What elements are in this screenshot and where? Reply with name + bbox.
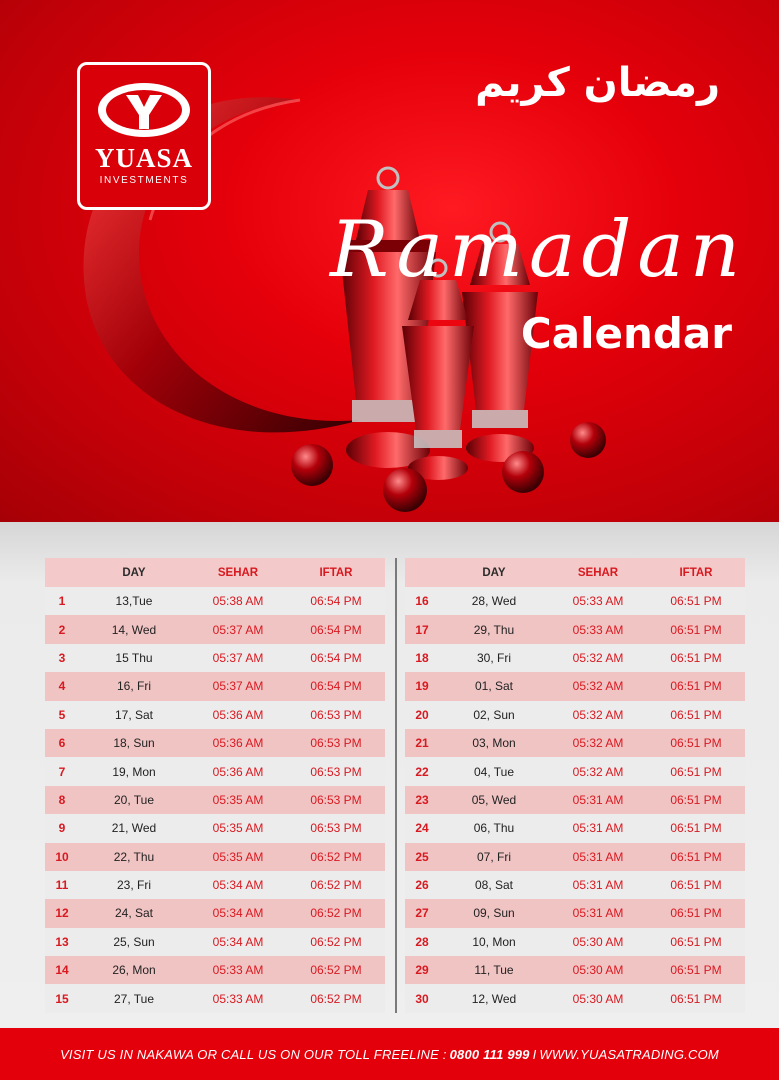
row-sehar: 05:31 AM	[549, 786, 647, 814]
row-number: 10	[45, 843, 79, 871]
row-number: 27	[405, 899, 439, 927]
row-iftar: 06:54 PM	[287, 587, 385, 615]
row-iftar: 06:53 PM	[287, 729, 385, 757]
row-day: 05, Wed	[439, 786, 549, 814]
row-sehar: 05:34 AM	[189, 928, 287, 956]
row-number: 22	[405, 757, 439, 785]
table-row	[45, 928, 385, 956]
row-iftar: 06:53 PM	[287, 701, 385, 729]
row-sehar: 05:32 AM	[549, 644, 647, 672]
row-iftar: 06:52 PM	[287, 871, 385, 899]
table-header-row	[45, 558, 385, 587]
row-sehar: 05:37 AM	[189, 615, 287, 643]
row-iftar: 06:51 PM	[647, 956, 745, 984]
row-sehar: 05:35 AM	[189, 814, 287, 842]
calendar-table-left	[45, 558, 385, 1013]
row-sehar: 05:36 AM	[189, 729, 287, 757]
row-sehar: 05:32 AM	[549, 729, 647, 757]
row-sehar: 05:32 AM	[549, 757, 647, 785]
row-day: 16, Fri	[79, 672, 189, 700]
row-day: 19, Mon	[79, 757, 189, 785]
table-row	[405, 899, 745, 927]
orb-icon	[383, 468, 427, 512]
table-row	[45, 984, 385, 1012]
row-number: 28	[405, 928, 439, 956]
orb-icon	[570, 422, 606, 458]
table-row	[405, 615, 745, 643]
row-sehar: 05:37 AM	[189, 672, 287, 700]
header-day: DAY	[439, 558, 549, 587]
footer-separator: I	[532, 1046, 537, 1062]
table-header-row	[405, 558, 745, 587]
row-iftar: 06:52 PM	[287, 984, 385, 1012]
row-number: 15	[45, 984, 79, 1012]
footer-bar	[0, 1028, 779, 1080]
row-day: 17, Sat	[79, 701, 189, 729]
row-day: 15 Thu	[79, 644, 189, 672]
row-sehar: 05:33 AM	[549, 587, 647, 615]
row-iftar: 06:52 PM	[287, 956, 385, 984]
table-row	[405, 757, 745, 785]
row-sehar: 05:33 AM	[189, 984, 287, 1012]
row-sehar: 05:31 AM	[549, 843, 647, 871]
row-iftar: 06:53 PM	[287, 786, 385, 814]
row-iftar: 06:54 PM	[287, 615, 385, 643]
row-iftar: 06:51 PM	[647, 984, 745, 1012]
row-day: 02, Sun	[439, 701, 549, 729]
row-number: 25	[405, 843, 439, 871]
row-iftar: 06:53 PM	[287, 757, 385, 785]
table-row	[45, 956, 385, 984]
footer-website[interactable]: WWW.YUASATRADING.COM	[539, 1046, 719, 1062]
row-iftar: 06:51 PM	[647, 672, 745, 700]
row-number: 30	[405, 984, 439, 1012]
row-day: 30, Fri	[439, 644, 549, 672]
row-iftar: 06:51 PM	[647, 587, 745, 615]
table-row	[45, 587, 385, 615]
row-day: 01, Sat	[439, 672, 549, 700]
header-num	[45, 558, 79, 587]
row-iftar: 06:51 PM	[647, 786, 745, 814]
row-sehar: 05:30 AM	[549, 956, 647, 984]
row-sehar: 05:36 AM	[189, 701, 287, 729]
row-day: 23, Fri	[79, 871, 189, 899]
row-iftar: 06:54 PM	[287, 672, 385, 700]
row-number: 14	[45, 956, 79, 984]
calendar-title: Calendar	[520, 309, 732, 358]
table-row	[45, 757, 385, 785]
table-row	[45, 871, 385, 899]
row-sehar: 05:31 AM	[549, 899, 647, 927]
row-number: 16	[405, 587, 439, 615]
row-number: 26	[405, 871, 439, 899]
table-row	[405, 587, 745, 615]
row-day: 08, Sat	[439, 871, 549, 899]
row-sehar: 05:36 AM	[189, 757, 287, 785]
row-number: 18	[405, 644, 439, 672]
row-iftar: 06:51 PM	[647, 757, 745, 785]
row-day: 13,Tue	[79, 587, 189, 615]
header-num	[405, 558, 439, 587]
table-row	[405, 814, 745, 842]
row-sehar: 05:35 AM	[189, 786, 287, 814]
row-day: 28, Wed	[439, 587, 549, 615]
row-sehar: 05:30 AM	[549, 984, 647, 1012]
table-row	[45, 786, 385, 814]
table-row	[45, 729, 385, 757]
brand-subtitle: INVESTMENTS	[99, 175, 189, 186]
row-number: 24	[405, 814, 439, 842]
script-title: Ramadan	[330, 205, 747, 295]
row-sehar: 05:34 AM	[189, 899, 287, 927]
header-sehar: SEHAR	[189, 558, 287, 587]
hero-banner	[0, 0, 779, 522]
row-number: 19	[405, 672, 439, 700]
row-sehar: 05:31 AM	[549, 814, 647, 842]
row-number: 12	[45, 899, 79, 927]
row-day: 14, Wed	[79, 615, 189, 643]
row-iftar: 06:51 PM	[647, 928, 745, 956]
row-day: 03, Mon	[439, 729, 549, 757]
table-row	[405, 984, 745, 1012]
table-row	[45, 701, 385, 729]
table-row	[405, 672, 745, 700]
row-iftar: 06:51 PM	[647, 843, 745, 871]
yuasa-y-emblem-icon	[96, 81, 192, 139]
row-sehar: 05:38 AM	[189, 587, 287, 615]
row-iftar: 06:51 PM	[647, 644, 745, 672]
row-number: 8	[45, 786, 79, 814]
row-iftar: 06:52 PM	[287, 928, 385, 956]
row-day: 25, Sun	[79, 928, 189, 956]
row-number: 11	[45, 871, 79, 899]
table-row	[45, 814, 385, 842]
row-number: 5	[45, 701, 79, 729]
table-row	[405, 956, 745, 984]
row-sehar: 05:33 AM	[189, 956, 287, 984]
row-sehar: 05:31 AM	[549, 871, 647, 899]
table-row	[45, 843, 385, 871]
row-day: 26, Mon	[79, 956, 189, 984]
row-day: 20, Tue	[79, 786, 189, 814]
row-day: 11, Tue	[439, 956, 549, 984]
header-day: DAY	[79, 558, 189, 587]
row-day: 10, Mon	[439, 928, 549, 956]
row-number: 9	[45, 814, 79, 842]
row-number: 29	[405, 956, 439, 984]
row-sehar: 05:35 AM	[189, 843, 287, 871]
orb-icon	[291, 444, 333, 486]
row-day: 22, Thu	[79, 843, 189, 871]
row-iftar: 06:51 PM	[647, 729, 745, 757]
table-row	[405, 729, 745, 757]
brand-logo	[77, 62, 211, 210]
row-sehar: 05:32 AM	[549, 672, 647, 700]
row-sehar: 05:33 AM	[549, 615, 647, 643]
row-sehar: 05:32 AM	[549, 701, 647, 729]
table-row	[405, 871, 745, 899]
column-divider	[395, 558, 397, 1013]
row-iftar: 06:53 PM	[287, 814, 385, 842]
row-day: 24, Sat	[79, 899, 189, 927]
header-iftar: IFTAR	[287, 558, 385, 587]
row-number: 21	[405, 729, 439, 757]
row-day: 09, Sun	[439, 899, 549, 927]
table-row	[405, 786, 745, 814]
row-number: 6	[45, 729, 79, 757]
row-sehar: 05:30 AM	[549, 928, 647, 956]
table-row	[45, 899, 385, 927]
row-number: 3	[45, 644, 79, 672]
header-sehar: SEHAR	[549, 558, 647, 587]
row-iftar: 06:54 PM	[287, 644, 385, 672]
table-row	[45, 644, 385, 672]
row-number: 1	[45, 587, 79, 615]
table-row	[405, 843, 745, 871]
row-number: 23	[405, 786, 439, 814]
row-number: 4	[45, 672, 79, 700]
row-iftar: 06:52 PM	[287, 899, 385, 927]
row-day: 27, Tue	[79, 984, 189, 1012]
row-number: 7	[45, 757, 79, 785]
footer-phone[interactable]: 0800 111 999	[449, 1046, 530, 1062]
table-row	[405, 928, 745, 956]
footer-lead: VISIT US IN NAKAWA OR CALL US ON OUR TOLL FREELINE :	[60, 1046, 447, 1062]
row-number: 20	[405, 701, 439, 729]
table-row	[45, 672, 385, 700]
row-day: 12, Wed	[439, 984, 549, 1012]
arabic-title: رمضان كريم	[475, 60, 720, 106]
row-iftar: 06:51 PM	[647, 899, 745, 927]
row-iftar: 06:51 PM	[647, 701, 745, 729]
row-day: 18, Sun	[79, 729, 189, 757]
table-row	[45, 615, 385, 643]
row-number: 17	[405, 615, 439, 643]
row-day: 06, Thu	[439, 814, 549, 842]
table-row	[405, 644, 745, 672]
row-day: 29, Thu	[439, 615, 549, 643]
row-iftar: 06:52 PM	[287, 843, 385, 871]
brand-name: YUASA	[94, 143, 193, 173]
row-day: 04, Tue	[439, 757, 549, 785]
calendar-table-right	[405, 558, 745, 1013]
row-sehar: 05:37 AM	[189, 644, 287, 672]
table-row	[405, 701, 745, 729]
row-day: 07, Fri	[439, 843, 549, 871]
row-iftar: 06:51 PM	[647, 615, 745, 643]
row-number: 2	[45, 615, 79, 643]
row-number: 13	[45, 928, 79, 956]
header-iftar: IFTAR	[647, 558, 745, 587]
row-sehar: 05:34 AM	[189, 871, 287, 899]
row-day: 21, Wed	[79, 814, 189, 842]
row-iftar: 06:51 PM	[647, 814, 745, 842]
row-iftar: 06:51 PM	[647, 871, 745, 899]
orb-icon	[502, 451, 544, 493]
